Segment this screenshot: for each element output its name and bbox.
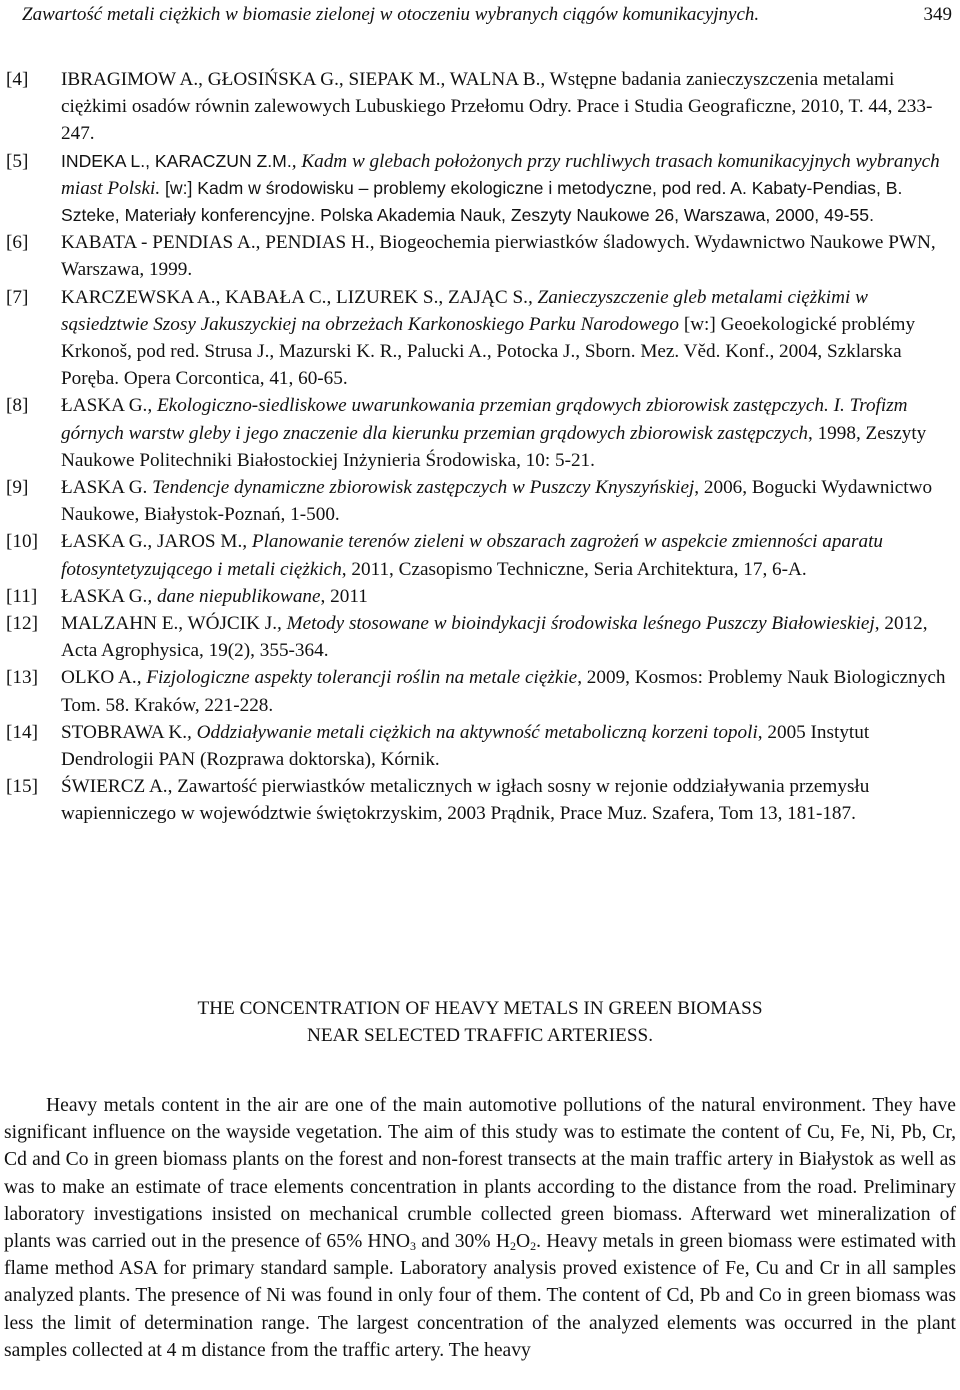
english-title-line-1: THE CONCENTRATION OF HEAVY METALS IN GREEN BIOMASS <box>197 998 763 1019</box>
running-header <box>0 2 960 28</box>
reference-item <box>6 229 956 283</box>
running-header-title: Zawartość metali ciężkich w biomasie zielonej w otoczeniu wybranych ciągów komunikacyjnych. <box>22 4 760 25</box>
reference-authors: KABATA - PENDIAS A., PENDIAS H. <box>61 232 370 254</box>
reference-title: , Ekologiczno-siedliskowe uwarunkowania przemian grądowych zbiorowisk zastępczych. I. Trofizm górnych warstw gleby i jego znaczenie dla kierunku przemian grądowych zbiorowisk zastępczych <box>61 395 908 444</box>
reference-authors: ŁASKA G. <box>61 477 148 499</box>
reference-number: [8] <box>6 395 29 417</box>
reference-details: [w:] Geoekologické problémy Krkonoš, pod red. Strusa J., Mazurski K. R., Palucki A., Potocka J., Sborn. Mez. Věd. Konf., 2004, Szklarska Poręba. Opera Corcontica, 41, 60-65. <box>61 313 916 390</box>
reference-item <box>6 284 956 393</box>
reference-authors: MALZAHN E., WÓJCIK J. <box>61 613 278 635</box>
abstract-text: O <box>516 1231 531 1253</box>
subscript: 2 <box>530 1239 537 1254</box>
reference-details: , 2012, Acta Agrophysica, 19(2), 355-364. <box>61 613 928 662</box>
reference-title: , dane niepublikowane <box>147 585 321 607</box>
abstract-text: Heavy metals content in the air are one of the main automotive pollutions of the natural environment. They have significant influence on the wayside vegetation. The aim of this study was to estimate the content of Cu, Fe, Ni, Pb, Cr, Cd and Co in green biomass plants on the forest and non-forest transects at the main traffic artery in Białystok as well as was to make an estimate of trace elements concentration in plants according to the distance from the road. Preliminary laboratory investigations insisted on mechanical crumble collected green biomass. Afterward wet mineralization of plants was carried out in the presence of 65% HNO <box>4 1095 956 1253</box>
reference-item <box>6 773 956 827</box>
reference-details: , 2005 Instytut Dendrologii PAN (Rozprawa doktorska), Kórnik. <box>61 721 870 771</box>
reference-details: , 2006, Bogucki Wydawnictwo Naukowe, Białystok-Poznań, 1-500. <box>61 477 933 526</box>
reference-item <box>6 610 956 664</box>
reference-title: , Metody stosowane w bioindykacji środowiska leśnego Puszczy Białowieskiej <box>277 613 875 635</box>
abstract-text: . Heavy metals in green biomass were estimated with flame method ASA for primary standard sample. Laboratory analysis proved existence of Fe, Cu and Cr in all samples analyzed plants. The presence of Ni was found in only four of them. The content of Cd, Pb and Co in green biomass was less the limit of determination range. The largest concentration of the analyzed elements was occurred in the plant samples collected at 4 m distance from the traffic artery. The heavy <box>4 1231 956 1361</box>
reference-authors: STOBRAWA K. <box>61 721 188 743</box>
reference-title: , Kadm w glebach położonych przy ruchliwych trasach komunikacyjnych wybranych miast Polski. <box>61 150 940 199</box>
reference-title: , Zanieczyszczenie gleb metalami ciężkimi w sąsiedztwie Szosy Jakuszyckiej na obrzeżach Karkonoskiego Parku Narodowego <box>61 286 868 335</box>
reference-number: [15] <box>6 776 38 798</box>
reference-item <box>6 392 956 474</box>
reference-authors: IBRAGIMOW A., GŁOSIŃSKA G., SIEPAK M., WALNA B. <box>61 69 541 90</box>
reference-number: [4] <box>6 69 29 90</box>
reference-details: , Biogeochemia pierwiastków śladowych. Wydawnictwo Naukowe PWN, Warszawa, 1999. <box>61 232 936 281</box>
page-number: 349 <box>923 4 952 25</box>
reference-details: , Zawartość pierwiastków metalicznych w igłach sosny w rejonie oddziaływania przemysłu wapienniczego w województwie świętokrzyskim, 2003 Prądnik, Prace Muz. Szafera, Tom 13, 181-187. <box>61 776 870 825</box>
reference-title: Tendencje dynamiczne zbiorowisk zastępczych w Puszczy Knyszyńskiej <box>147 477 695 499</box>
reference-authors: ŁASKA G. <box>61 585 148 607</box>
reference-title: , Planowanie terenów zieleni w obszarach zagrożeń w aspekcie zmienności aparatu fotosyntetyzującego i metali ciężkich <box>61 531 884 580</box>
reference-details: , 2009, Kosmos: Problemy Nauk Biologicznych Tom. 58. Kraków, 221-228. <box>61 667 946 716</box>
reference-details: , 2011 <box>320 585 368 607</box>
reference-item <box>6 583 956 610</box>
abstract-paragraph <box>4 1092 956 1364</box>
abstract-text: and 30% H <box>416 1231 510 1253</box>
reference-item <box>6 66 956 148</box>
reference-number: [10] <box>6 531 38 553</box>
reference-authors: INDEKA L., KARACZUN Z.M. <box>61 150 292 171</box>
reference-number: [9] <box>6 477 29 499</box>
reference-number: [11] <box>6 585 38 607</box>
subscript: 2 <box>510 1239 516 1254</box>
reference-number: [14] <box>6 721 38 743</box>
reference-number: [5] <box>6 150 29 172</box>
reference-item <box>6 528 956 582</box>
reference-details: , 1998, Zeszyty Naukowe Politechniki Białostockiej Inżynieria Środowiska, 10: 5-21. <box>61 422 927 471</box>
reference-item <box>6 664 956 718</box>
reference-number: [6] <box>6 232 29 254</box>
reference-number: [13] <box>6 667 38 689</box>
reference-item <box>6 719 956 773</box>
reference-list <box>6 66 956 828</box>
reference-details: , 2011, Czasopismo Techniczne, Seria Architektura, 17, 6-A. <box>341 558 807 580</box>
reference-authors: OLKO A. <box>61 667 137 689</box>
reference-details: [w:] Kadm w środowisku – problemy ekologiczne i metodyczne, pod red. A. Kabaty-Pendias, B. Szteke, Materiały konferencyjne. Polska Akademia Nauk, Zeszyty Naukowe 26, Warszawa, 2000, 49-55. <box>61 177 903 226</box>
reference-item <box>6 148 956 230</box>
reference-authors: ŚWIERCZ A. <box>61 776 168 798</box>
reference-title: , Fizjologiczne aspekty tolerancji roślin na metale ciężkie <box>136 667 578 689</box>
reference-authors: KARCZEWSKA A., KABAŁA C., LIZUREK S., ZAJĄC S. <box>61 286 528 308</box>
reference-number: [7] <box>6 286 29 308</box>
reference-number: [12] <box>6 613 38 635</box>
reference-title: , Oddziaływanie metali ciężkich na aktywność metaboliczną korzeni topoli <box>187 721 758 743</box>
reference-authors: ŁASKA G., JAROS M. <box>61 531 243 553</box>
reference-authors: ŁASKA G. <box>61 395 148 417</box>
reference-item <box>6 474 956 528</box>
english-title <box>0 995 960 1049</box>
subscript: 3 <box>410 1239 416 1254</box>
english-title-line-2: NEAR SELECTED TRAFFIC ARTERIESS. <box>306 1025 654 1046</box>
reference-title: , Wstępne badania zanieczyszczenia metalami ciężkimi osadów równin zalewowych Lubuskiego Przełomu Odry. Prace i Studia Geograficzne, 2010, T. 44, 233-247. <box>61 69 933 145</box>
